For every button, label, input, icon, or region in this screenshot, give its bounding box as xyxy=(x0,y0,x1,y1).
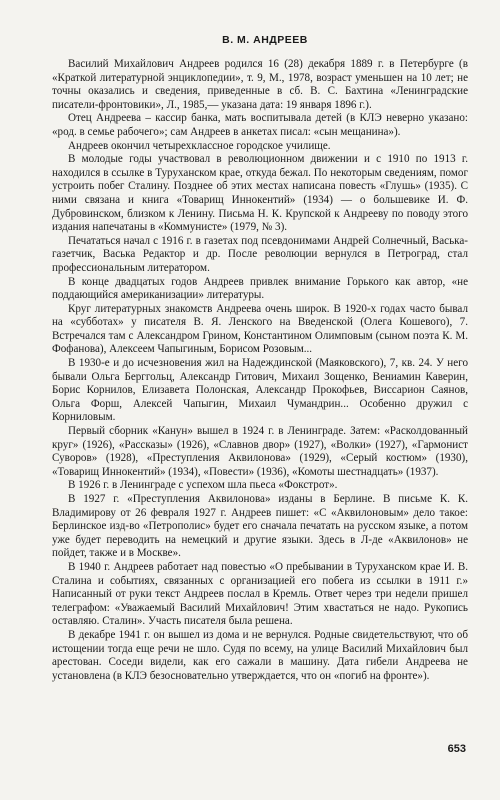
paragraph-bibliography: Первый сборник «Канун» вышел в 1924 г. в Ленинграде. Затем: «Расколдованный круг» (1926), «Рассказы» (1926), «Славнов двор» (1927), «Волки» (1927), «Гармонист Суворов» (1928), «Преступления Аквилонова» (1929), «Серый костюм» (1930), «Товарищ Иннокентий» (1934), «Повести» (1936), «Комоты шестнадцать» (1937). xyxy=(52,425,468,478)
paragraph-publishing-start: Печататься начал с 1916 г. в газетах под псевдонимами Андрей Солнечный, Васька-газетчик, Васька Редактор и др. После революции вернулся в Петроград, стал профессиональным литератором. xyxy=(52,234,468,274)
article-body xyxy=(52,58,468,683)
paragraph-revolution: В молодые годы участвовал в революционном движении и с 1910 по 1913 г. находился в ссылке в Туруханском крае, откуда бежал. По некоторым сведениям, помог устроить побег Сталину. Позднее об этих местах написана повесть «Глушь» (1935). С ними связана и книга «Товарищ Иннокентий» (1934) — о большевике И. Ф. Дубровинском, близком к Ленину. Письма Н. К. Крупской к Андрееву по поводу этого издания напечатаны в «Коммунисте» (1979, № 3). xyxy=(52,153,468,234)
page-title: В. М. АНДРЕЕВ xyxy=(222,34,308,46)
paragraph-education: Андреев окончил четырехклассное городское училище. xyxy=(68,139,331,152)
paragraph-play: В 1926 г. в Ленинграде с успехом шла пьеса «Фокстрот». xyxy=(68,479,338,492)
paragraph-father: Отец Андреева – кассир банка, мать воспитывала детей (в КЛЭ неверно указано: «род. в семье рабочего»; сам Андреев в анкетах писал: «сын мещанина»). xyxy=(52,112,468,138)
paragraph-disappearance: В декабре 1941 г. он вышел из дома и не вернулся. Родные свидетельствуют, что об истощении тогда еще речи не шло. Судя по всему, на улице Василий Михайлович был арестован. Соседи видели, как его сажали в машину. Дата гибели Андреева не установлена (в КЛЭ безосновательно утверждается, что он «погиб на фронте»). xyxy=(52,628,468,682)
page-number: 653 xyxy=(447,743,466,755)
paragraph-1940: В 1940 г. Андреев работает над повестью «О пребывании в Туруханском крае И. В. Сталина и событиях, связанных с организацией его побега из ссылки в 1911 г.» Написанный от руки текст Андреев послал в Кремль. Ответ через три недели пришел телеграфом: «Уважаемый Василий Михайлович! Этим хвастаться не надо. Рукопись оставляю. Сталин». Участь писателя была решена. xyxy=(52,560,468,628)
paragraph-berlin: В 1927 г. «Преступления Аквилонова» изданы в Берлине. В письме К. К. Владимирову от 26 февраля 1927 г. Андреев пишет: «С «Аквилоновым» дело такое: Берлинское изд-во «Петрополис» будет его сначала печатать на русском языке, а потом уже будет переводить на немецкий и другие языки. Здесь в Л-де «Аквилонов» не пойдет, также и в Москве». xyxy=(52,493,468,560)
paragraph-literary-circle: Круг литературных знакомств Андреева очень широк. В 1920-х годах часто бывал на «субботах» у писателя В. Я. Ленского на Введенской (Олега Кошевого), 7. Встречался там с Александром Грином, Константином Олимповым (сыном поэта К. М. Фофанова), Алексеем Чапыгиным, Борисом Розовым... xyxy=(52,302,468,356)
paragraph-birth: Василий Михайлович Андреев родился 16 (28) декабря 1889 г. в Петербурге (в «Краткой литературной энциклопедии», т. 9, М., 1978, возраст уменьшен на 10 лет; не точны оказались и сведения, приведенные в сб. В. С. Бахтина «Ленинградские писатели-фронтовики», Л., 1985,— указана дата: 19 января 1896 г.). xyxy=(52,58,468,111)
paragraph-gorky: В конце двадцатых годов Андреев привлек внимание Горького как автор, «не поддающийся американизации» литературы. xyxy=(52,275,468,302)
paragraph-1930s: В 1930-е и до исчезновения жил на Надеждинской (Маяковского), 7, кв. 24. У него бывали Ольга Берггольц, Александр Гитович, Михаил Зощенко, Вениамин Каверин, Борис Корнилов, Елизавета Полонская, Александр Прокофьев, Виссарион Саянов, Ольга Форш, Алексей Чапыгин, Михаил Чумандрин... Особенно дружил с Корниловым. xyxy=(52,357,468,424)
